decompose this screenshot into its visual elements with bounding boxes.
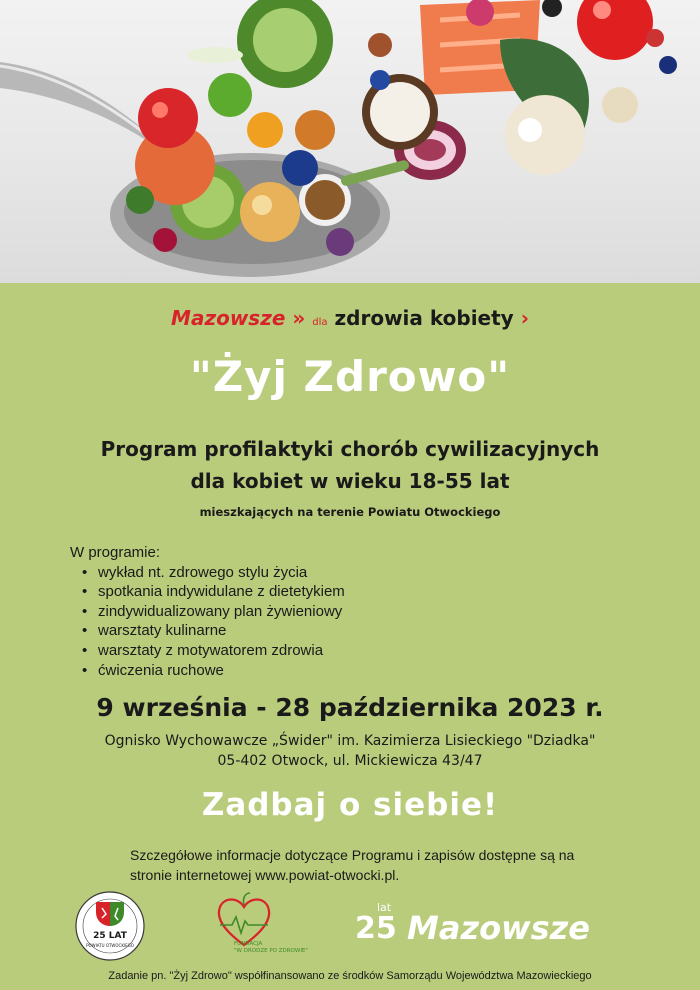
campaign-phrase: zdrowia kobiety bbox=[334, 306, 514, 330]
foundation-logo bbox=[212, 891, 317, 963]
anniversary-brand: Mazowsze bbox=[407, 909, 590, 947]
page-title: "Żyj Zdrowo" bbox=[189, 352, 511, 401]
list-item: • warsztaty z motywatorem zdrowia bbox=[80, 641, 345, 661]
list-item: • spotkania indywidulane z dietetykiem bbox=[80, 582, 345, 602]
list-item: • wykład nt. zdrowego stylu życia bbox=[80, 563, 345, 583]
campaign-arrows-icon: » bbox=[292, 306, 306, 330]
foundation-line-1: FUNDACJA bbox=[234, 941, 263, 947]
coat-ring-text: POWIATU OTWOCKIEGO bbox=[86, 943, 134, 948]
slogan: Zadbaj o siebie! bbox=[201, 787, 499, 823]
subtitle-line-2: dla kobiet w wieku 18-55 lat bbox=[190, 469, 510, 493]
program-intro: W programie: bbox=[70, 544, 161, 561]
list-item: • ćwiczenia ruchowe bbox=[80, 661, 345, 681]
footer-note: Zadanie pn. "Żyj Zdrowo" współfinansowano ze środków Samorządu Województwa Mazowieckiego bbox=[108, 970, 592, 982]
powiat-logo bbox=[74, 890, 146, 962]
list-item: • warsztaty kulinarne bbox=[80, 621, 345, 641]
subtitle-line-1: Program profilaktyki chorób cywilizacyjnych bbox=[100, 437, 600, 461]
campaign-logo bbox=[0, 306, 700, 330]
hero-image bbox=[0, 0, 700, 283]
address-line-2: 05-402 Otwock, ul. Mickiewicza 43/47 bbox=[217, 753, 483, 769]
event-dates: 9 września - 28 października 2023 r. bbox=[96, 693, 604, 722]
program-items bbox=[80, 563, 345, 681]
list-item: • zindywidualizowany plan żywieniowy bbox=[80, 602, 345, 622]
info-line-2: stronie internetowej www.powiat-otwocki.pl. bbox=[130, 867, 400, 883]
program-list bbox=[70, 543, 345, 680]
spoon-with-vegetables-image bbox=[0, 0, 700, 283]
anniversary-number: 25 bbox=[355, 911, 397, 946]
subtitle-line-3: mieszkających na terenie Powiatu Otwockiego bbox=[199, 505, 501, 519]
coat-of-arms-icon bbox=[74, 890, 146, 962]
foundation-line-2: "W DRODZE PO ZDROWIE" bbox=[234, 948, 308, 954]
info-line-1: Szczegółowe informacje dotyczące Programu i zapisów dostępne są na bbox=[130, 847, 575, 863]
campaign-brand: Mazowsze bbox=[171, 306, 286, 330]
campaign-connector: dla bbox=[312, 317, 328, 328]
address-line-1: Ognisko Wychowawcze „Świder" im. Kazimierza Lisieckiego "Dziadka" bbox=[104, 733, 596, 749]
coat-anniversary-text: 25 LAT bbox=[93, 931, 127, 941]
anniversary-logo bbox=[355, 897, 625, 957]
anniversary-lat: lat bbox=[377, 901, 392, 914]
campaign-end-arrow-icon: › bbox=[520, 306, 529, 330]
